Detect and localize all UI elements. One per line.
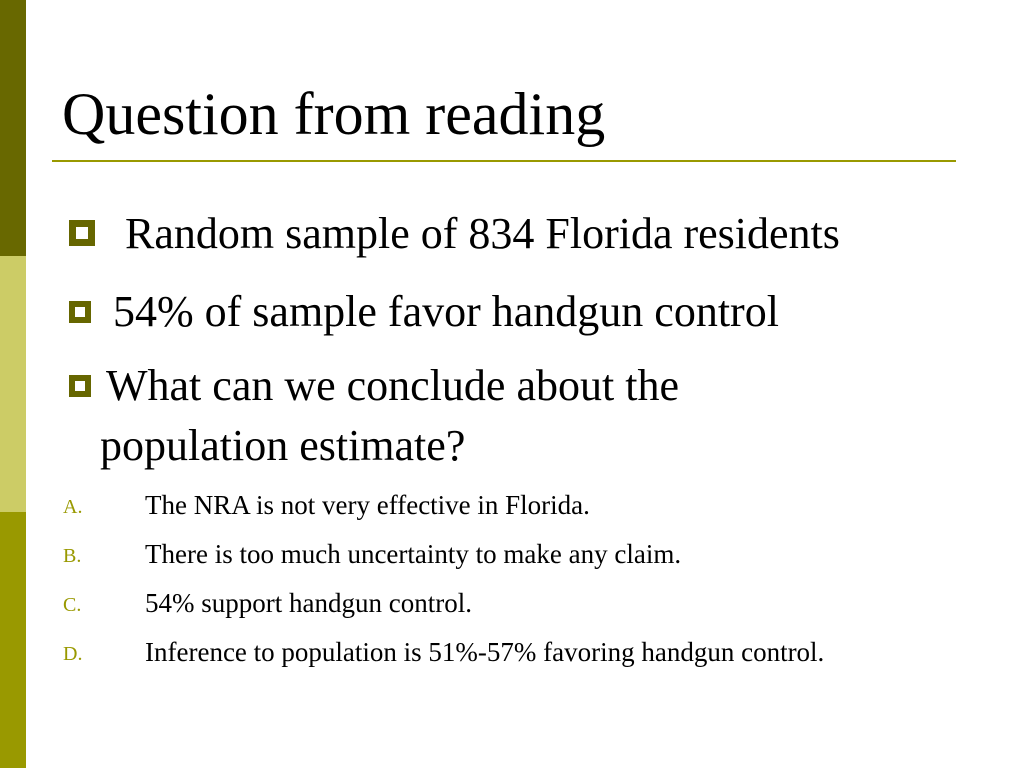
title-underline bbox=[52, 160, 956, 162]
bullet-text: Random sample of 834 Florida residents bbox=[125, 209, 840, 258]
side-bar-top bbox=[0, 0, 26, 256]
option-text: There is too much uncertainty to make any claim. bbox=[145, 539, 682, 569]
square-bullet-icon bbox=[69, 375, 91, 397]
side-bar-middle bbox=[0, 256, 26, 512]
option-text: Inference to population is 51%-57% favoring handgun control. bbox=[145, 637, 825, 667]
bullet-text-continued: population estimate? bbox=[100, 421, 466, 470]
square-bullet-icon bbox=[69, 220, 95, 246]
option-letter: C. bbox=[63, 594, 82, 616]
square-bullet-icon bbox=[69, 301, 91, 323]
bullet-text: 54% of sample favor handgun control bbox=[113, 287, 779, 336]
option-text: 54% support handgun control. bbox=[145, 588, 472, 618]
slide-title: Question from reading bbox=[62, 81, 606, 147]
bullet-text: What can we conclude about the bbox=[106, 361, 679, 410]
option-text: The NRA is not very effective in Florida. bbox=[145, 490, 590, 520]
option-letter: D. bbox=[63, 643, 83, 665]
side-bar-bottom bbox=[0, 512, 26, 768]
option-letter: A. bbox=[63, 496, 83, 518]
option-letter: B. bbox=[63, 545, 82, 567]
